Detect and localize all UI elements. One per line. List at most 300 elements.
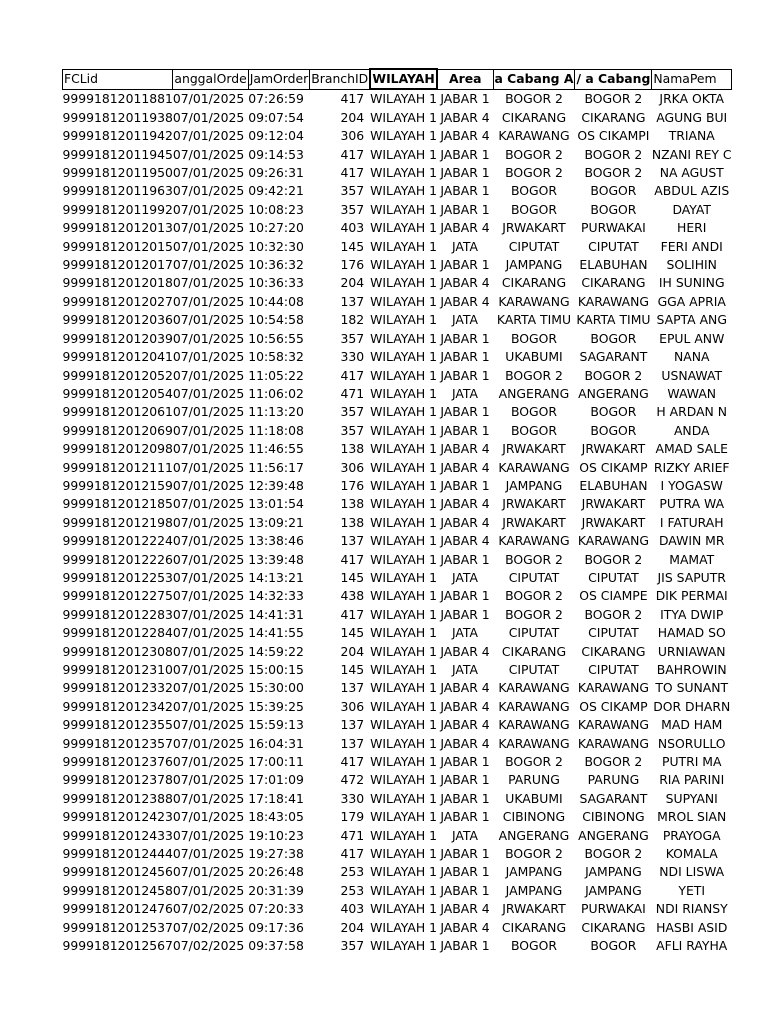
cell-nama-cabang-2[interactable]: JAMPANG	[585, 864, 642, 880]
cell-nama-cabang[interactable]: KARAWANG	[498, 293, 570, 309]
cell-fclid[interactable]: 99991812012159	[62, 477, 173, 493]
cell-nama-pemohon[interactable]: H ARDAN N	[656, 404, 728, 420]
cell-tanggal-order[interactable]: 07/01/2025	[172, 367, 245, 383]
cell-jam-order[interactable]: 13:01:54	[248, 496, 304, 512]
cell-nama-pemohon[interactable]: GGA APRIA	[657, 293, 726, 309]
cell-nama-pemohon[interactable]: ANDA	[673, 422, 710, 438]
cell-fclid[interactable]: 99991812012423	[62, 809, 173, 825]
cell-wilayah[interactable]: WILAYAH 1	[370, 404, 437, 420]
cell-tanggal-order[interactable]: 07/01/2025	[172, 146, 245, 162]
cell-wilayah[interactable]: WILAYAH 1	[370, 901, 437, 917]
cell-fclid[interactable]: 99991812012355	[62, 717, 173, 733]
cell-fclid[interactable]: 99991812012342	[62, 698, 173, 714]
cell-nama-pemohon[interactable]: DIK PERMAI	[655, 588, 728, 604]
cell-wilayah[interactable]: WILAYAH 1	[370, 809, 437, 825]
cell-branch-id[interactable]: 204	[340, 275, 365, 291]
cell-tanggal-order[interactable]: 07/01/2025	[172, 109, 245, 125]
cell-branch-id[interactable]: 330	[340, 790, 365, 806]
cell-fclid[interactable]: 99991812011942	[62, 128, 173, 144]
cell-tanggal-order[interactable]: 07/01/2025	[172, 441, 245, 457]
cell-nama-cabang-2[interactable]: KARAWANG	[577, 680, 650, 696]
cell-nama-cabang[interactable]: JAMPANG	[505, 477, 563, 493]
cell-nama-pemohon[interactable]: YETI	[678, 882, 706, 898]
cell-jam-order[interactable]: 11:13:20	[248, 404, 304, 420]
cell-nama-cabang-2[interactable]: ELABUHAN	[579, 477, 648, 493]
cell-branch-id[interactable]: 204	[340, 919, 365, 935]
cell-tanggal-order[interactable]: 07/01/2025	[172, 827, 245, 843]
cell-wilayah[interactable]: WILAYAH 1	[370, 441, 437, 457]
cell-tanggal-order[interactable]: 07/01/2025	[172, 404, 245, 420]
cell-wilayah[interactable]: WILAYAH 1	[370, 588, 437, 604]
cell-fclid[interactable]: 99991812012061	[62, 404, 173, 420]
cell-area[interactable]: JABAR 1	[440, 790, 490, 806]
cell-wilayah[interactable]: WILAYAH 1	[370, 919, 437, 935]
cell-branch-id[interactable]: 137	[340, 735, 365, 751]
cell-area[interactable]: JABAR 1	[440, 349, 490, 365]
cell-nama-cabang-2[interactable]: CIKARANG	[581, 919, 646, 935]
cell-jam-order[interactable]: 13:39:48	[248, 551, 304, 567]
cell-jam-order[interactable]: 15:00:15	[248, 662, 304, 677]
cell-nama-pemohon[interactable]: ITYA DWIP	[660, 606, 724, 622]
cell-area[interactable]: JABAR 1	[440, 588, 490, 604]
cell-jam-order[interactable]: 10:36:33	[248, 275, 304, 291]
cell-nama-cabang-2[interactable]: CIPUTAT	[588, 662, 639, 677]
cell-area[interactable]: JABAR 4	[440, 293, 490, 309]
cell-jam-order[interactable]: 10:36:32	[248, 257, 304, 273]
cell-tanggal-order[interactable]: 07/01/2025	[172, 717, 245, 733]
cell-jam-order[interactable]: 11:56:17	[248, 459, 304, 475]
cell-nama-cabang-2[interactable]: CIPUTAT	[588, 569, 639, 585]
cell-fclid[interactable]: 99991812012284	[62, 625, 173, 641]
cell-fclid[interactable]: 99991812012332	[62, 680, 173, 696]
cell-fclid[interactable]: 99991812012039	[62, 330, 173, 346]
cell-nama-pemohon[interactable]: RIZKY ARIEF	[653, 459, 730, 475]
cell-jam-order[interactable]: 10:58:32	[248, 349, 304, 365]
cell-fclid[interactable]: 99991812012027	[62, 293, 173, 309]
cell-nama-cabang-2[interactable]: PARUNG	[587, 772, 640, 788]
cell-area[interactable]: JATA	[451, 662, 479, 677]
cell-jam-order[interactable]: 09:42:21	[248, 183, 304, 199]
cell-nama-cabang-2[interactable]: OS CIKAMP	[579, 459, 648, 475]
cell-fclid[interactable]: 99991812011992	[62, 201, 173, 217]
cell-nama-pemohon[interactable]: JRKA OKTA	[659, 91, 725, 107]
cell-branch-id[interactable]: 330	[340, 349, 365, 365]
cell-jam-order[interactable]: 11:18:08	[248, 422, 304, 438]
cell-nama-cabang[interactable]: KARAWANG	[498, 735, 570, 751]
cell-area[interactable]: JABAR 4	[440, 128, 490, 144]
cell-area[interactable]: JABAR 4	[440, 220, 490, 236]
cell-fclid[interactable]: 99991812012308	[62, 643, 173, 659]
cell-wilayah[interactable]: WILAYAH 1	[370, 680, 437, 696]
cell-jam-order[interactable]: 11:46:55	[248, 441, 304, 457]
cell-branch-id[interactable]: 137	[340, 293, 365, 309]
cell-branch-id[interactable]: 145	[340, 569, 365, 585]
cell-tanggal-order[interactable]: 07/01/2025	[172, 257, 245, 273]
cell-nama-cabang-2[interactable]: OS CIAMPE	[579, 588, 648, 604]
cell-wilayah[interactable]: WILAYAH 1	[370, 551, 437, 567]
cell-area[interactable]: JATA	[451, 312, 479, 328]
cell-wilayah[interactable]: WILAYAH 1	[370, 625, 437, 641]
cell-nama-cabang-2[interactable]: OS CIKAMPI	[577, 128, 650, 144]
cell-nama-cabang[interactable]: BOGOR 2	[505, 165, 563, 181]
cell-tanggal-order[interactable]: 07/01/2025	[172, 165, 245, 181]
cell-branch-id[interactable]: 145	[340, 238, 365, 254]
cell-fclid[interactable]: 99991812012433	[62, 827, 173, 843]
cell-fclid[interactable]: 99991812012013	[62, 220, 173, 236]
cell-wilayah[interactable]: WILAYAH 1	[370, 569, 437, 585]
cell-jam-order[interactable]: 14:59:22	[248, 643, 304, 659]
cell-wilayah[interactable]: WILAYAH 1	[370, 477, 437, 493]
cell-fclid[interactable]: 99991812011963	[62, 183, 173, 199]
cell-nama-pemohon[interactable]: KOMALA	[665, 846, 718, 862]
cell-branch-id[interactable]: 137	[340, 533, 365, 549]
cell-wilayah[interactable]: WILAYAH 1	[370, 183, 437, 199]
cell-tanggal-order[interactable]: 07/01/2025	[172, 698, 245, 714]
cell-nama-cabang-2[interactable]: JRWAKART	[581, 496, 646, 512]
cell-area[interactable]: JABAR 1	[440, 772, 490, 788]
cell-branch-id[interactable]: 471	[340, 385, 365, 401]
cell-branch-id[interactable]: 417	[340, 91, 365, 107]
cell-tanggal-order[interactable]: 07/01/2025	[172, 772, 245, 788]
cell-tanggal-order[interactable]: 07/01/2025	[172, 846, 245, 862]
cell-nama-cabang-2[interactable]: CIKARANG	[581, 643, 646, 659]
cell-fclid[interactable]: 99991812012357	[62, 735, 173, 751]
cell-area[interactable]: JABAR 4	[440, 514, 490, 530]
cell-nama-cabang[interactable]: KARAWANG	[498, 459, 570, 475]
cell-nama-cabang[interactable]: JAMPANG	[505, 882, 563, 898]
cell-fclid[interactable]: 99991812012376	[62, 754, 173, 770]
cell-branch-id[interactable]: 357	[340, 330, 365, 346]
cell-wilayah[interactable]: WILAYAH 1	[370, 846, 437, 862]
cell-nama-pemohon[interactable]: BAHROWIN	[656, 662, 727, 677]
cell-nama-cabang[interactable]: BOGOR 2	[505, 146, 563, 162]
cell-nama-cabang[interactable]: CIKARANG	[501, 109, 567, 125]
cell-fclid[interactable]: 99991812012456	[62, 864, 173, 880]
cell-wilayah[interactable]: WILAYAH 1	[370, 643, 437, 659]
cell-branch-id[interactable]: 417	[340, 367, 365, 383]
cell-area[interactable]: JABAR 4	[440, 459, 490, 475]
cell-nama-cabang[interactable]: KARAWANG	[498, 698, 570, 714]
cell-tanggal-order[interactable]: 07/01/2025	[172, 588, 245, 604]
cell-nama-pemohon[interactable]: PUTRI MA	[661, 754, 722, 770]
cell-jam-order[interactable]: 10:54:58	[248, 312, 304, 328]
cell-fclid[interactable]: 99991812012310	[62, 662, 173, 677]
cell-wilayah[interactable]: WILAYAH 1	[370, 864, 437, 880]
cell-wilayah[interactable]: WILAYAH 1	[370, 496, 437, 512]
cell-tanggal-order[interactable]: 07/01/2025	[172, 864, 245, 880]
cell-jam-order[interactable]: 16:04:31	[248, 735, 304, 751]
cell-tanggal-order[interactable]: 07/01/2025	[172, 312, 245, 328]
cell-branch-id[interactable]: 204	[340, 643, 365, 659]
cell-tanggal-order[interactable]: 07/02/2025	[172, 938, 245, 954]
cell-area[interactable]: JATA	[451, 238, 479, 254]
cell-nama-pemohon[interactable]: EPUL ANW	[659, 330, 725, 346]
cell-wilayah[interactable]: WILAYAH 1	[370, 275, 437, 291]
cell-nama-pemohon[interactable]: I YOGASW	[660, 477, 723, 493]
cell-nama-cabang-2[interactable]: KARAWANG	[577, 293, 650, 309]
cell-nama-cabang[interactable]: BOGOR 2	[505, 367, 563, 383]
cell-nama-cabang-2[interactable]: ANGERANG	[578, 827, 649, 843]
cell-jam-order[interactable]: 07:20:33	[248, 901, 304, 917]
cell-fclid[interactable]: 99991812012198	[62, 514, 173, 530]
cell-jam-order[interactable]: 10:32:30	[248, 238, 304, 254]
cell-jam-order[interactable]: 09:37:58	[248, 938, 304, 954]
cell-fclid[interactable]: 99991812012275	[62, 588, 173, 604]
cell-jam-order[interactable]: 20:26:48	[248, 864, 304, 880]
cell-nama-cabang[interactable]: PARUNG	[508, 772, 560, 788]
cell-nama-pemohon[interactable]: AGUNG BUI	[656, 109, 728, 125]
cell-area[interactable]: JABAR 4	[440, 533, 490, 549]
cell-area[interactable]: JABAR 4	[440, 441, 490, 457]
cell-branch-id[interactable]: 472	[340, 772, 365, 788]
cell-jam-order[interactable]: 15:39:25	[248, 698, 304, 714]
cell-fclid[interactable]: 99991812012098	[62, 441, 173, 457]
cell-nama-cabang[interactable]: ANGERANG	[498, 385, 570, 401]
cell-tanggal-order[interactable]: 07/01/2025	[172, 790, 245, 806]
cell-area[interactable]: JABAR 1	[440, 422, 490, 438]
cell-wilayah[interactable]: WILAYAH 1	[370, 514, 437, 530]
cell-nama-cabang[interactable]: CIPUTAT	[508, 625, 560, 641]
cell-nama-cabang-2[interactable]: KARAWANG	[577, 533, 650, 549]
cell-area[interactable]: JABAR 4	[440, 496, 490, 512]
cell-fclid[interactable]: 99991812011950	[62, 165, 173, 181]
cell-nama-cabang[interactable]: BOGOR	[510, 422, 557, 438]
cell-wilayah[interactable]: WILAYAH 1	[370, 367, 437, 383]
cell-branch-id[interactable]: 417	[340, 146, 365, 162]
cell-area[interactable]: JABAR 1	[440, 146, 490, 162]
cell-branch-id[interactable]: 176	[340, 257, 365, 273]
cell-nama-cabang[interactable]: CIKARANG	[501, 643, 567, 659]
cell-nama-cabang-2[interactable]: BOGOR	[590, 422, 637, 438]
cell-jam-order[interactable]: 10:27:20	[248, 220, 304, 236]
cell-tanggal-order[interactable]: 07/02/2025	[172, 919, 245, 935]
cell-area[interactable]: JABAR 1	[440, 201, 490, 217]
cell-nama-cabang-2[interactable]: CIKARANG	[581, 109, 646, 125]
cell-branch-id[interactable]: 138	[340, 496, 365, 512]
cell-tanggal-order[interactable]: 07/01/2025	[172, 349, 245, 365]
cell-tanggal-order[interactable]: 07/01/2025	[172, 754, 245, 770]
cell-nama-cabang[interactable]: JAMPANG	[505, 257, 563, 273]
cell-nama-cabang-2[interactable]: BOGOR 2	[584, 165, 643, 181]
cell-nama-pemohon[interactable]: RIA PARINI	[659, 772, 725, 788]
cell-branch-id[interactable]: 179	[340, 809, 365, 825]
cell-nama-cabang[interactable]: JRWAKART	[502, 514, 566, 530]
cell-area[interactable]: JABAR 4	[440, 109, 490, 125]
cell-area[interactable]: JABAR 4	[440, 698, 490, 714]
cell-branch-id[interactable]: 417	[340, 551, 365, 567]
cell-tanggal-order[interactable]: 07/01/2025	[172, 293, 245, 309]
cell-branch-id[interactable]: 137	[340, 717, 365, 733]
cell-tanggal-order[interactable]: 07/01/2025	[172, 183, 245, 199]
cell-tanggal-order[interactable]: 07/01/2025	[172, 128, 245, 144]
cell-area[interactable]: JABAR 1	[440, 882, 490, 898]
cell-nama-cabang[interactable]: JAMPANG	[505, 864, 563, 880]
cell-jam-order[interactable]: 09:07:54	[248, 109, 304, 125]
cell-nama-cabang-2[interactable]: ELABUHAN	[579, 257, 648, 273]
cell-tanggal-order[interactable]: 07/01/2025	[172, 569, 245, 585]
cell-branch-id[interactable]: 145	[340, 662, 365, 677]
cell-wilayah[interactable]: WILAYAH 1	[370, 146, 437, 162]
cell-area[interactable]: JABAR 4	[440, 275, 490, 291]
cell-nama-pemohon[interactable]: HASBI ASID	[656, 919, 728, 935]
cell-wilayah[interactable]: WILAYAH 1	[370, 422, 437, 438]
cell-fclid[interactable]: 99991812012111	[62, 459, 173, 475]
cell-tanggal-order[interactable]: 07/01/2025	[172, 735, 245, 751]
cell-nama-cabang-2[interactable]: CIBINONG	[582, 809, 645, 825]
cell-nama-cabang[interactable]: KARAWANG	[498, 717, 570, 733]
cell-wilayah[interactable]: WILAYAH 1	[370, 385, 437, 401]
cell-tanggal-order[interactable]: 07/01/2025	[172, 91, 245, 107]
cell-jam-order[interactable]: 09:26:31	[248, 165, 304, 181]
cell-tanggal-order[interactable]: 07/01/2025	[172, 238, 245, 254]
header-wilayah[interactable]: WILAYAH	[370, 69, 437, 89]
header-nama-pemohon[interactable]: NamaPem	[652, 69, 732, 89]
cell-wilayah[interactable]: WILAYAH 1	[370, 662, 437, 677]
cell-jam-order[interactable]: 09:14:53	[248, 146, 304, 162]
cell-nama-cabang-2[interactable]: JRWAKART	[581, 514, 646, 530]
cell-fclid[interactable]: 99991812012041	[62, 349, 173, 365]
cell-jam-order[interactable]: 12:39:48	[248, 477, 304, 493]
cell-branch-id[interactable]: 357	[340, 938, 365, 954]
cell-nama-pemohon[interactable]: DAYAT	[672, 201, 711, 217]
cell-nama-pemohon[interactable]: TRIANA	[668, 128, 715, 144]
cell-fclid[interactable]: 99991812011881	[62, 91, 173, 107]
cell-nama-cabang[interactable]: KARAWANG	[498, 128, 570, 144]
cell-nama-pemohon[interactable]: PRAYOGA	[662, 827, 721, 843]
cell-branch-id[interactable]: 306	[340, 698, 365, 714]
cell-area[interactable]: JABAR 4	[440, 919, 490, 935]
cell-nama-pemohon[interactable]: MAD HAM	[661, 717, 723, 733]
cell-tanggal-order[interactable]: 07/01/2025	[172, 680, 245, 696]
cell-tanggal-order[interactable]: 07/01/2025	[172, 514, 245, 530]
cell-wilayah[interactable]: WILAYAH 1	[370, 533, 437, 549]
cell-nama-cabang-2[interactable]: BOGOR 2	[584, 606, 643, 622]
cell-jam-order[interactable]: 10:56:55	[248, 330, 304, 346]
cell-area[interactable]: JABAR 1	[440, 367, 490, 383]
cell-jam-order[interactable]: 09:17:36	[248, 919, 304, 935]
cell-nama-cabang-2[interactable]: KARAWANG	[577, 735, 650, 751]
cell-nama-cabang-2[interactable]: BOGOR 2	[584, 146, 643, 162]
cell-branch-id[interactable]: 176	[340, 477, 365, 493]
cell-tanggal-order[interactable]: 07/01/2025	[172, 625, 245, 641]
cell-fclid[interactable]: 99991812012253	[62, 569, 173, 585]
cell-wilayah[interactable]: WILAYAH 1	[370, 882, 437, 898]
cell-nama-cabang-2[interactable]: CIKARANG	[581, 275, 646, 291]
cell-area[interactable]: JABAR 1	[440, 809, 490, 825]
cell-fclid[interactable]: 99991812012018	[62, 275, 173, 291]
cell-jam-order[interactable]: 18:43:05	[248, 809, 304, 825]
cell-nama-cabang[interactable]: CIKARANG	[501, 275, 567, 291]
cell-nama-cabang-2[interactable]: SAGARANT	[579, 349, 648, 365]
cell-jam-order[interactable]: 13:09:21	[248, 514, 304, 530]
cell-nama-cabang-2[interactable]: CIPUTAT	[588, 238, 639, 254]
cell-nama-pemohon[interactable]: USNAWAT	[661, 367, 723, 383]
cell-jam-order[interactable]: 17:18:41	[248, 790, 304, 806]
cell-jam-order[interactable]: 20:31:39	[248, 882, 304, 898]
cell-nama-cabang-2[interactable]: BOGOR 2	[584, 367, 643, 383]
cell-nama-pemohon[interactable]: URNIAWAN	[657, 643, 726, 659]
cell-area[interactable]: JABAR 1	[440, 846, 490, 862]
cell-nama-cabang[interactable]: CIPUTAT	[508, 238, 560, 254]
cell-tanggal-order[interactable]: 07/01/2025	[172, 643, 245, 659]
cell-nama-cabang[interactable]: JRWAKART	[502, 901, 566, 917]
cell-nama-cabang-2[interactable]: JRWAKART	[581, 441, 646, 457]
cell-jam-order[interactable]: 09:12:04	[248, 128, 304, 144]
cell-fclid[interactable]: 99991812011945	[62, 146, 173, 162]
cell-area[interactable]: JABAR 1	[440, 477, 490, 493]
cell-area[interactable]: JABAR 1	[440, 551, 490, 567]
cell-area[interactable]: JATA	[451, 569, 479, 585]
cell-nama-cabang[interactable]: BOGOR	[510, 201, 557, 217]
cell-nama-pemohon[interactable]: DOR DHARN	[653, 698, 731, 714]
header-nama-cabang-2[interactable]: a Cabang /	[575, 69, 652, 89]
cell-area[interactable]: JABAR 1	[440, 183, 490, 199]
cell-nama-cabang[interactable]: ANGERANG	[498, 827, 570, 843]
cell-area[interactable]: JABAR 1	[440, 864, 490, 880]
cell-branch-id[interactable]: 138	[340, 441, 365, 457]
cell-wilayah[interactable]: WILAYAH 1	[370, 312, 437, 328]
cell-nama-cabang[interactable]: BOGOR	[510, 330, 557, 346]
cell-nama-pemohon[interactable]: I FATURAH	[659, 514, 724, 530]
cell-wilayah[interactable]: WILAYAH 1	[370, 91, 437, 107]
cell-nama-cabang[interactable]: JRWAKART	[502, 220, 566, 236]
cell-nama-cabang[interactable]: KARAWANG	[498, 533, 570, 549]
cell-wilayah[interactable]: WILAYAH 1	[370, 220, 437, 236]
cell-tanggal-order[interactable]: 07/02/2025	[172, 901, 245, 917]
cell-branch-id[interactable]: 357	[340, 183, 365, 199]
cell-nama-cabang[interactable]: BOGOR	[510, 183, 557, 199]
cell-nama-pemohon[interactable]: AMAD SALE	[655, 441, 728, 457]
cell-jam-order[interactable]: 10:44:08	[248, 293, 304, 309]
cell-branch-id[interactable]: 417	[340, 754, 365, 770]
cell-fclid[interactable]: 99991812011938	[62, 109, 173, 125]
cell-wilayah[interactable]: WILAYAH 1	[370, 698, 437, 714]
cell-jam-order[interactable]: 15:59:13	[248, 717, 304, 733]
cell-branch-id[interactable]: 417	[340, 846, 365, 862]
cell-nama-cabang[interactable]: KARAWANG	[498, 680, 570, 696]
cell-fclid[interactable]: 99991812012567	[62, 938, 173, 954]
cell-fclid[interactable]: 99991812012036	[62, 312, 173, 328]
cell-wilayah[interactable]: WILAYAH 1	[370, 735, 437, 751]
cell-branch-id[interactable]: 438	[340, 588, 365, 604]
cell-wilayah[interactable]: WILAYAH 1	[370, 459, 437, 475]
cell-jam-order[interactable]: 11:06:02	[248, 385, 304, 401]
cell-nama-cabang[interactable]: BOGOR	[510, 404, 557, 420]
cell-nama-cabang-2[interactable]: BOGOR 2	[584, 91, 643, 107]
cell-nama-cabang[interactable]: UKABUMI	[505, 790, 563, 806]
cell-nama-pemohon[interactable]: NSORULLO	[657, 735, 726, 751]
cell-area[interactable]: JABAR 4	[440, 717, 490, 733]
cell-fclid[interactable]: 99991812012378	[62, 772, 173, 788]
cell-nama-cabang[interactable]: BOGOR 2	[505, 754, 563, 770]
cell-fclid[interactable]: 99991812012015	[62, 238, 173, 254]
cell-tanggal-order[interactable]: 07/01/2025	[172, 882, 245, 898]
cell-branch-id[interactable]: 403	[340, 220, 365, 236]
cell-nama-pemohon[interactable]: NDI LISWA	[659, 864, 725, 880]
cell-branch-id[interactable]: 357	[340, 404, 365, 420]
cell-nama-cabang-2[interactable]: PURWAKAI	[581, 220, 646, 236]
cell-tanggal-order[interactable]: 07/01/2025	[172, 220, 245, 236]
cell-jam-order[interactable]: 14:41:31	[248, 606, 304, 622]
cell-jam-order[interactable]: 19:27:38	[248, 846, 304, 862]
cell-nama-cabang[interactable]: CIPUTAT	[508, 662, 560, 677]
cell-area[interactable]: JABAR 1	[440, 91, 490, 107]
cell-branch-id[interactable]: 357	[340, 422, 365, 438]
cell-nama-cabang[interactable]: CIKARANG	[501, 919, 567, 935]
cell-jam-order[interactable]: 14:41:55	[248, 625, 304, 641]
cell-area[interactable]: JABAR 1	[440, 938, 490, 954]
cell-area[interactable]: JABAR 1	[440, 404, 490, 420]
